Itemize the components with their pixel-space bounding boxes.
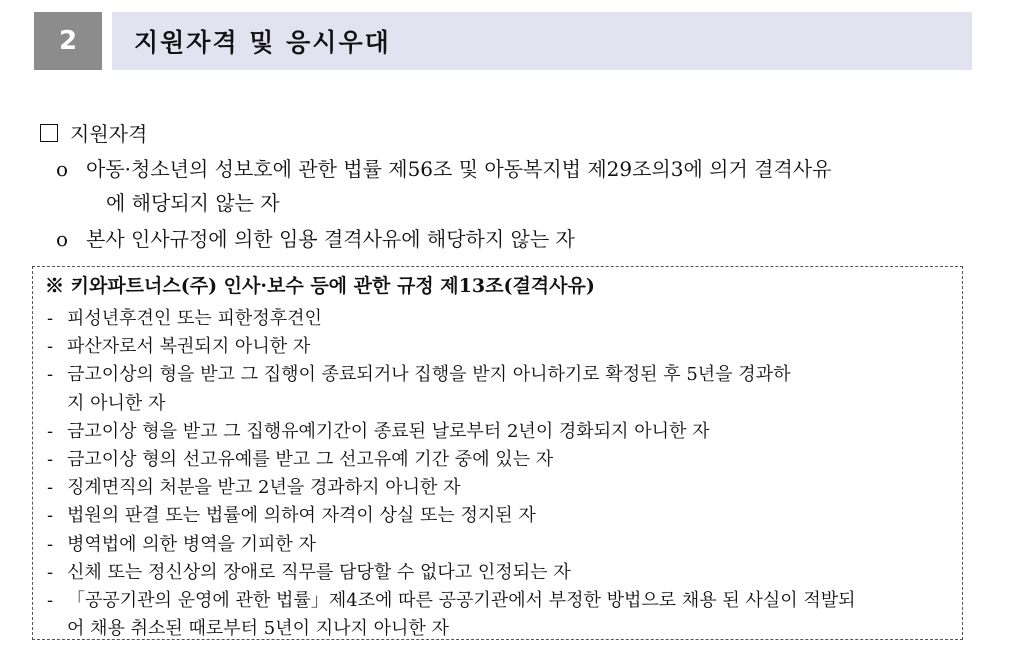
dash-marker: -	[47, 561, 54, 583]
section-header	[34, 12, 972, 70]
list-item-text: 금고이상의 형을 받고 그 집행이 종료되거나 집행을 받지 아니하기로 확정된 후 5년을 경과하	[67, 364, 791, 386]
dash-marker: -	[47, 449, 54, 471]
bullet-text-line: 에 해당되지 않는 자	[106, 191, 280, 215]
regulation-list	[47, 305, 952, 643]
dash-marker: -	[47, 533, 54, 555]
list-item-text: 「공공기관의 운영에 관한 법률」제4조에 따른 공공기관에서 부정한 방법으로 채용 된 사실이 적발되	[67, 590, 856, 612]
dash-marker: -	[47, 420, 54, 442]
bullet-text-line: 본사 인사규정에 의한 임용 결격사유에 해당하지 않는 자	[86, 227, 575, 251]
list-item-text: 지 아니한 자	[67, 392, 166, 414]
list-item-text: 금고이상 형을 받고 그 집행유예기간이 종료된 날로부터 2년이 경화되지 아니한 자	[67, 420, 710, 442]
dash-marker: -	[47, 364, 54, 386]
qualification-bullet	[56, 152, 996, 220]
dash-marker: -	[47, 308, 54, 329]
checkbox-icon	[40, 124, 58, 142]
qualification-bullet	[56, 222, 996, 256]
regulation-title: ※ 키와파트너스(주) 인사·보수 등에 관한 규정 제13조(결격사유)	[45, 275, 595, 297]
dash-marker: -	[47, 505, 54, 527]
qualification-heading	[40, 118, 147, 147]
list-item	[47, 333, 952, 361]
list-item-text: 파산자로서 복권되지 아니한 자	[67, 336, 311, 358]
list-item-text: 어 채용 취소된 때로부터 5년이 지나지 아니한 자	[67, 618, 449, 640]
bullet-marker: o	[56, 227, 69, 251]
dash-marker: -	[47, 477, 54, 499]
bullet-text-line: 아동·청소년의 성보호에 관한 법률 제56조 및 아동복지법 제29조의3에 의거 결격사유	[86, 157, 832, 181]
list-item	[47, 531, 952, 559]
list-item	[47, 587, 952, 643]
list-item	[47, 474, 952, 502]
qualification-heading-text: 지원자격	[70, 122, 148, 146]
list-item-text: 피성년후견인 또는 피한정후견인	[67, 308, 322, 329]
list-item	[47, 361, 952, 417]
list-item	[47, 305, 952, 333]
list-item	[47, 446, 952, 474]
list-item	[47, 559, 952, 587]
list-item-text: 병역법에 의한 병역을 기피한 자	[67, 533, 316, 555]
bullet-marker: o	[56, 157, 69, 181]
regulation-box	[32, 266, 963, 640]
dash-marker: -	[47, 336, 54, 358]
list-item-text: 금고이상 형의 선고유예를 받고 그 선고유예 기간 중에 있는 자	[67, 449, 554, 471]
list-item-text: 징계면직의 처분을 받고 2년을 경과하지 아니한 자	[67, 477, 461, 499]
section-title: 지원자격 및 응시우대	[112, 12, 972, 70]
list-item	[47, 418, 952, 446]
list-item-text: 신체 또는 정신상의 장애로 직무를 담당할 수 없다고 인정되는 자	[67, 561, 571, 583]
section-number: 2	[34, 12, 102, 70]
list-item-text: 법원의 판결 또는 법률에 의하여 자격이 상실 또는 정지된 자	[67, 505, 536, 527]
dash-marker: -	[47, 590, 54, 612]
list-item	[47, 502, 952, 530]
